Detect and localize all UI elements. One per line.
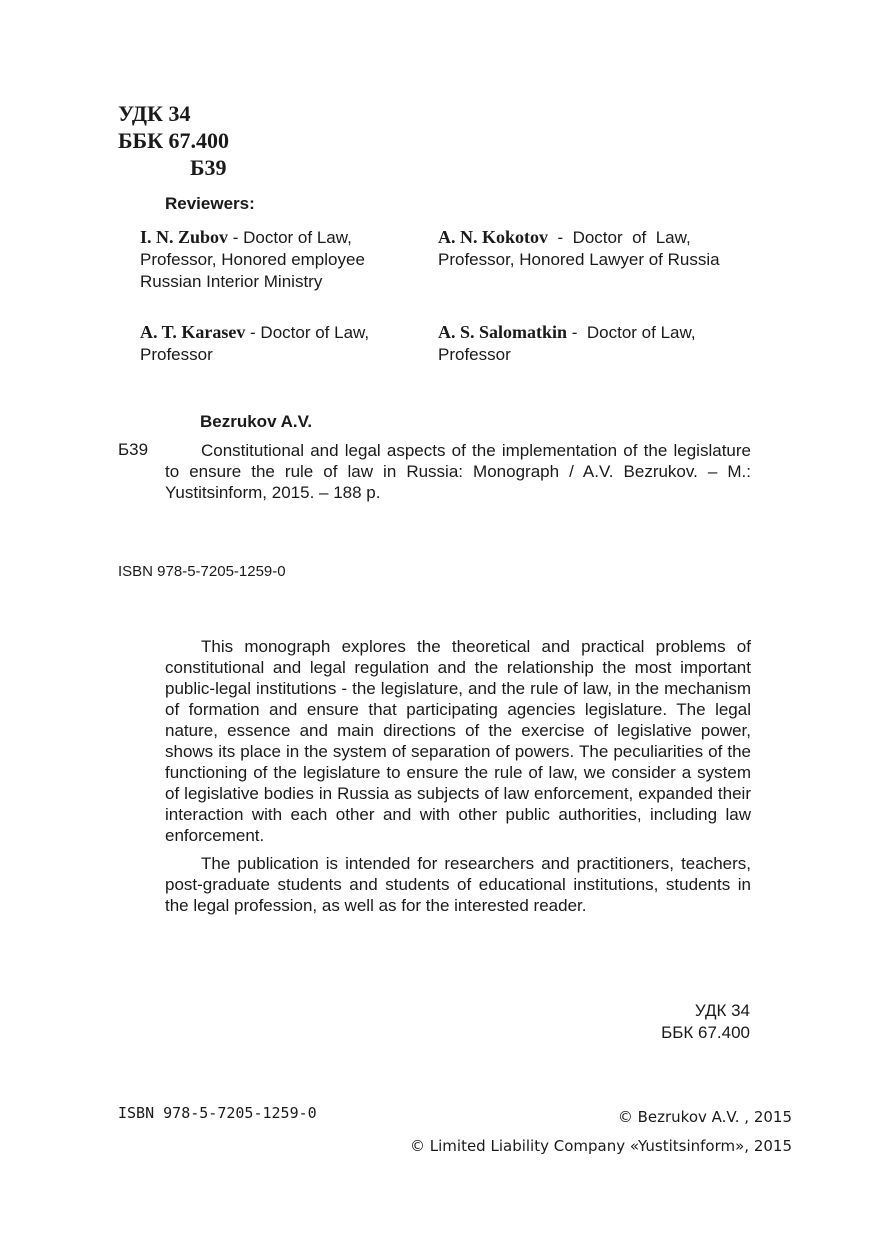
reviewer-name: I. N. Zubov bbox=[140, 227, 229, 247]
abstract-paragraph: This monograph explores the theoretical and practical problems of constitutional and legal regulation and the relationship the most important public-legal institutions - the legislature, and the rule of law, in the mechanism of formation and ensure that participating agencies legislature. The legal nature, essence and main directions of the exercise of legislative power, shows its place in the system of separation of powers. The peculiarities of the functioning of the legislature to ensure the rule of law, we consider a system of legislative bodies in Russia as subjects of law enforcement, expanded their interaction with each other and with other public authorities, including law enforcement. bbox=[165, 637, 751, 845]
reviewer-title: Professor, Honored Lawyer of Russia bbox=[438, 250, 720, 269]
reviewers-heading: Reviewers: bbox=[165, 194, 255, 213]
author-mark: Б39 bbox=[190, 155, 227, 180]
abstract bbox=[165, 636, 751, 923]
abstract-paragraph: The publication is intended for researchers and practitioners, teachers, post-graduate students and students of educational institutions, students in the legal profession, as well as for the interested reader. bbox=[165, 854, 751, 915]
reviewer-name: A. T. Karasev bbox=[140, 322, 246, 342]
udk-code: УДК 34 bbox=[694, 1001, 750, 1020]
reviewer-entry bbox=[140, 226, 460, 293]
reviewer-title: - Doctor of Law, bbox=[548, 228, 691, 247]
isbn-top: ISBN 978-5-7205-1259-0 bbox=[118, 563, 286, 580]
copyright-publisher: © Limited Liability Company «Yustitsinform», 2015 bbox=[410, 1137, 792, 1155]
bbk-code: ББК 67.400 bbox=[118, 128, 230, 153]
author-name: Bezrukov A.V. bbox=[200, 412, 313, 431]
reviewer-name: A. N. Kokotov bbox=[438, 227, 549, 247]
reviewer-title: - Doctor of Law, bbox=[567, 323, 696, 342]
isbn-bottom: ISBN 978-5-7205-1259-0 bbox=[118, 1104, 317, 1122]
reviewer-entry bbox=[140, 321, 460, 366]
bibliographic-description: Constitutional and legal aspects of the implementation of the legislature to ensure the rule of law in Russia: Monograph / A.V. Bezrukov. – M.: Yustitsinform, 2015. – 188 p. bbox=[165, 441, 751, 502]
reviewer-name: A. S. Salomatkin bbox=[438, 322, 568, 342]
footer-classification-codes bbox=[600, 1000, 750, 1044]
udk-code: УДК 34 bbox=[118, 101, 191, 126]
reviewer-title: Russian Interior Ministry bbox=[140, 272, 323, 291]
reviewer-title: Professor bbox=[140, 345, 213, 364]
classification-codes bbox=[118, 100, 229, 181]
reviewer-entry bbox=[438, 321, 758, 366]
reviewer-title: - Doctor of Law, bbox=[245, 323, 370, 342]
reviewer-entry bbox=[438, 226, 754, 271]
reviewer-title: - Doctor of Law, bbox=[228, 228, 352, 247]
reviewer-title: Professor, Honored employee bbox=[140, 250, 365, 269]
copyright-author: © Bezrukov A.V. , 2015 bbox=[617, 1108, 792, 1126]
reviewer-title: Professor bbox=[438, 345, 511, 364]
bbk-code: ББК 67.400 bbox=[661, 1023, 750, 1042]
bibliographic-code: Б39 bbox=[118, 440, 149, 459]
